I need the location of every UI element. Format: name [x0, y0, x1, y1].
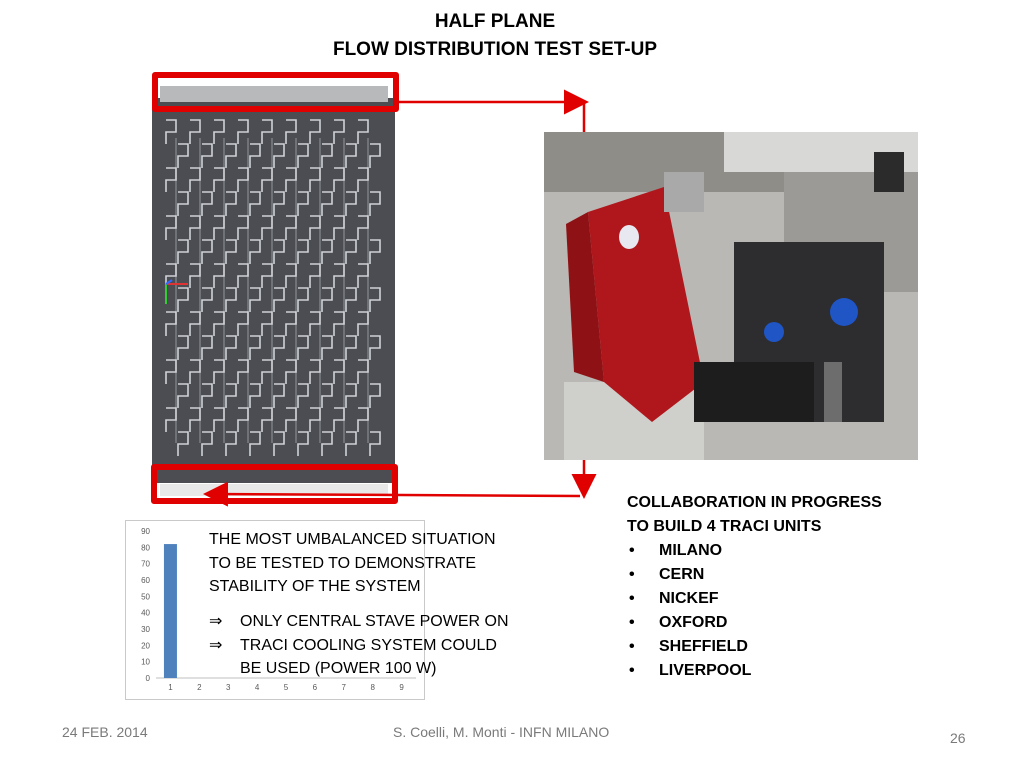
half-plane-channels	[152, 98, 395, 483]
bullet-icon: •	[629, 566, 635, 583]
description-line1: THE MOST UMBALANCED SITUATION	[209, 531, 496, 548]
footer-authors: S. Coelli, M. Monti - INFN MILANO	[393, 724, 610, 740]
x-tick-label: 6	[312, 683, 318, 692]
bar-1	[164, 544, 177, 678]
collaboration-item: • OXFORD	[627, 611, 927, 635]
outlet-highlight	[151, 464, 398, 504]
slide-title-line1: HALF PLANE	[434, 11, 556, 32]
y-tick-label: 30	[141, 625, 150, 634]
description-line3: STABILITY OF THE SYSTEM	[209, 578, 421, 595]
x-tick-label: 9	[399, 683, 404, 692]
y-tick-label: 80	[141, 543, 150, 553]
slide-title-line2: FLOW DISTRIBUTION TEST SET-UP	[332, 39, 658, 60]
y-tick-label: 40	[141, 608, 150, 618]
bullet-icon: •	[629, 542, 635, 559]
description-line2: TO BE TESTED TO DEMONSTRATE	[209, 554, 477, 572]
collaboration-item: • MILANO	[627, 539, 927, 563]
inlet-highlight	[152, 72, 399, 112]
y-tick-label: 70	[141, 559, 150, 569]
bullet-icon: •	[629, 590, 635, 607]
y-tick-label: 0	[145, 674, 150, 683]
x-tick-label: 4	[254, 683, 260, 692]
description-block	[209, 528, 529, 599]
collaboration-heading-line1: COLLABORATION IN PROGRESS	[627, 494, 882, 511]
x-tick-label: 7	[341, 683, 347, 692]
test-setup-photo	[544, 132, 918, 460]
x-tick-label: 1	[168, 683, 173, 692]
y-tick-label: 50	[141, 592, 150, 602]
y-tick-label: 90	[141, 527, 150, 536]
y-tick-label: 60	[141, 576, 150, 585]
collaboration-item: • LIVERPOOL	[627, 659, 927, 683]
collaboration-item: • CERN	[627, 563, 927, 587]
y-tick-label: 10	[141, 657, 150, 667]
half-plane-model	[152, 98, 395, 483]
collaboration-item: • SHEFFIELD	[627, 635, 927, 659]
collaboration-item: • NICKEF	[627, 587, 927, 611]
bullet-icon: •	[629, 662, 635, 679]
implies-icon: ⇒	[209, 613, 223, 630]
x-tick-label: 3	[225, 683, 231, 692]
bullet-icon: •	[629, 614, 635, 631]
footer-date: 24 FEB. 2014	[62, 724, 148, 740]
x-tick-label: 5	[283, 683, 289, 692]
collaboration-block	[627, 491, 927, 683]
x-tick-label: 2	[197, 683, 202, 692]
collaboration-heading-line2: TO BUILD 4 TRACI UNITS	[627, 518, 822, 535]
bullet-icon: •	[629, 638, 635, 655]
page-number: 26	[950, 730, 966, 746]
y-tick-label: 20	[141, 641, 150, 651]
implies-icon: ⇒	[209, 637, 223, 654]
x-tick-label: 8	[370, 683, 375, 692]
